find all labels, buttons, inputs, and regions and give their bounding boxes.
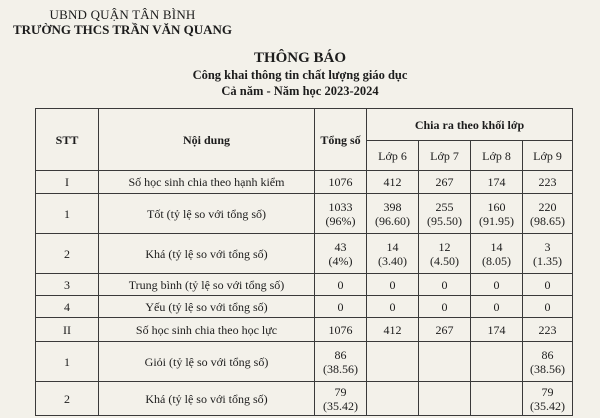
count-value: 14 xyxy=(490,239,503,254)
count-value: 12 xyxy=(438,239,451,254)
row-stt: 2 xyxy=(36,234,99,274)
count-value: 0 xyxy=(337,277,344,292)
row-total-cell xyxy=(315,296,367,318)
row-g9-cell xyxy=(523,234,573,274)
row-content: Trung bình (tỷ lệ so với tổng số) xyxy=(99,274,315,296)
row-g6-cell xyxy=(367,318,419,342)
percent-value: (96.60) xyxy=(375,213,410,228)
header-content: Nội dung xyxy=(99,109,315,171)
school-year: Cả năm - Năm học 2023-2024 xyxy=(221,84,379,98)
table-row xyxy=(36,274,573,296)
percent-value: (38.56) xyxy=(530,361,566,376)
row-g7-cell xyxy=(419,318,471,342)
row-g6-cell xyxy=(367,342,419,382)
document-subtitle: Công khai thông tin chất lượng giáo dục xyxy=(192,68,408,82)
count-value: 1076 xyxy=(328,175,353,189)
quality-table xyxy=(35,108,573,416)
row-g6-cell xyxy=(367,274,419,296)
table-row xyxy=(36,382,573,416)
row-g7-cell xyxy=(419,171,471,194)
row-g6-cell xyxy=(367,382,419,416)
count-value: 0 xyxy=(544,277,551,292)
row-g9-cell xyxy=(523,194,573,234)
row-g8-cell xyxy=(471,296,523,318)
row-total-cell xyxy=(315,194,367,234)
row-g9-cell xyxy=(523,296,573,318)
row-stt: 3 xyxy=(36,274,99,296)
count-value: 86 xyxy=(541,347,554,362)
count-value: 86 xyxy=(334,347,347,362)
count-value: 0 xyxy=(389,299,396,314)
row-g8-cell xyxy=(471,194,523,234)
percent-value: (96%) xyxy=(325,213,356,228)
row-content: Số học sinh chia theo học lực xyxy=(99,318,315,342)
row-content: Số học sinh chia theo hạnh kiểm xyxy=(99,171,315,194)
percent-value: (98.65) xyxy=(530,213,566,228)
row-g8-cell xyxy=(471,318,523,342)
header-grade-group: Chia ra theo khối lớp xyxy=(367,109,573,141)
table-row xyxy=(36,318,573,342)
row-stt: 2 xyxy=(36,382,99,416)
count-value: 220 xyxy=(538,199,557,214)
table-row xyxy=(36,234,573,274)
count-value: 267 xyxy=(435,322,454,337)
row-total-cell xyxy=(315,274,367,296)
row-stt: I xyxy=(36,171,99,194)
row-g6-cell xyxy=(367,194,419,234)
count-value: 0 xyxy=(389,277,396,292)
row-g8-cell xyxy=(471,342,523,382)
percent-value: (35.42) xyxy=(530,398,566,413)
count-value: 1033 xyxy=(328,199,353,214)
count-value: 79 xyxy=(541,384,554,399)
percent-value: (95.50) xyxy=(427,213,462,228)
count-value: 174 xyxy=(487,322,506,337)
percent-value: (4%) xyxy=(328,253,353,268)
count-value: 79 xyxy=(334,384,347,399)
percent-value: (38.56) xyxy=(323,361,358,376)
org-name: UBND QUẬN TÂN BÌNH xyxy=(49,7,196,22)
row-g7-cell xyxy=(419,382,471,416)
count-value: 43 xyxy=(334,239,347,254)
count-value: 0 xyxy=(493,277,500,292)
table-row xyxy=(36,171,573,194)
row-g8-cell xyxy=(471,382,523,416)
row-total-cell xyxy=(315,342,367,382)
school-name: TRƯỜNG THCS TRẦN VĂN QUANG xyxy=(12,22,233,37)
header-grade-9: Lớp 9 xyxy=(523,141,573,171)
header-grade-7: Lớp 7 xyxy=(419,141,471,171)
row-total-cell xyxy=(315,234,367,274)
row-total-cell xyxy=(315,318,367,342)
row-content: Yếu (tỷ lệ so với tổng số) xyxy=(99,296,315,318)
count-value: 3 xyxy=(544,239,551,254)
count-value: 412 xyxy=(383,175,402,189)
count-value: 255 xyxy=(435,199,454,214)
header-total: Tổng số xyxy=(315,109,367,171)
document-title: THÔNG BÁO xyxy=(253,50,347,66)
row-g7-cell xyxy=(419,274,471,296)
count-value: 223 xyxy=(538,175,557,189)
row-g7-cell xyxy=(419,234,471,274)
row-total-cell xyxy=(315,382,367,416)
row-total-cell xyxy=(315,171,367,194)
count-value: 223 xyxy=(538,322,557,337)
row-g9-cell xyxy=(523,274,573,296)
row-stt: 1 xyxy=(36,342,99,382)
row-content: Giỏi (tỷ lệ so với tổng số) xyxy=(99,342,315,382)
row-content: Khá (tỷ lệ so với tổng số) xyxy=(99,382,315,416)
percent-value: (1.35) xyxy=(533,253,563,268)
table-row xyxy=(36,296,573,318)
count-value: 0 xyxy=(441,299,448,314)
row-g8-cell xyxy=(471,234,523,274)
count-value: 174 xyxy=(487,175,506,189)
row-g8-cell xyxy=(471,171,523,194)
row-g9-cell xyxy=(523,318,573,342)
header-grade-6: Lớp 6 xyxy=(367,141,419,171)
count-value: 267 xyxy=(435,175,454,189)
row-g9-cell xyxy=(523,171,573,194)
header-grade-8: Lớp 8 xyxy=(471,141,523,171)
table-row xyxy=(36,342,573,382)
row-g6-cell xyxy=(367,296,419,318)
row-g9-cell xyxy=(523,342,573,382)
count-value: 14 xyxy=(386,239,399,254)
row-g6-cell xyxy=(367,234,419,274)
count-value: 412 xyxy=(383,322,402,337)
row-stt: II xyxy=(36,318,99,342)
percent-value: (3.40) xyxy=(378,253,407,268)
count-value: 160 xyxy=(487,199,506,214)
row-g9-cell xyxy=(523,382,573,416)
row-g7-cell xyxy=(419,194,471,234)
percent-value: (4.50) xyxy=(430,253,459,268)
table-row xyxy=(36,194,573,234)
count-value: 1076 xyxy=(328,322,353,337)
count-value: 0 xyxy=(337,299,344,314)
percent-value: (8.05) xyxy=(482,253,511,268)
count-value: 0 xyxy=(544,299,551,314)
row-stt: 4 xyxy=(36,296,99,318)
count-value: 0 xyxy=(493,299,500,314)
percent-value: (35.42) xyxy=(323,398,358,413)
percent-value: (91.95) xyxy=(479,213,514,228)
row-g6-cell xyxy=(367,171,419,194)
header-stt: STT xyxy=(36,109,99,171)
row-g7-cell xyxy=(419,296,471,318)
row-g7-cell xyxy=(419,342,471,382)
row-content: Khá (tỷ lệ so với tổng số) xyxy=(99,234,315,274)
row-g8-cell xyxy=(471,274,523,296)
row-content: Tốt (tỷ lệ so với tổng số) xyxy=(99,194,315,234)
count-value: 398 xyxy=(383,199,402,214)
row-stt: 1 xyxy=(36,194,99,234)
count-value: 0 xyxy=(441,277,448,292)
